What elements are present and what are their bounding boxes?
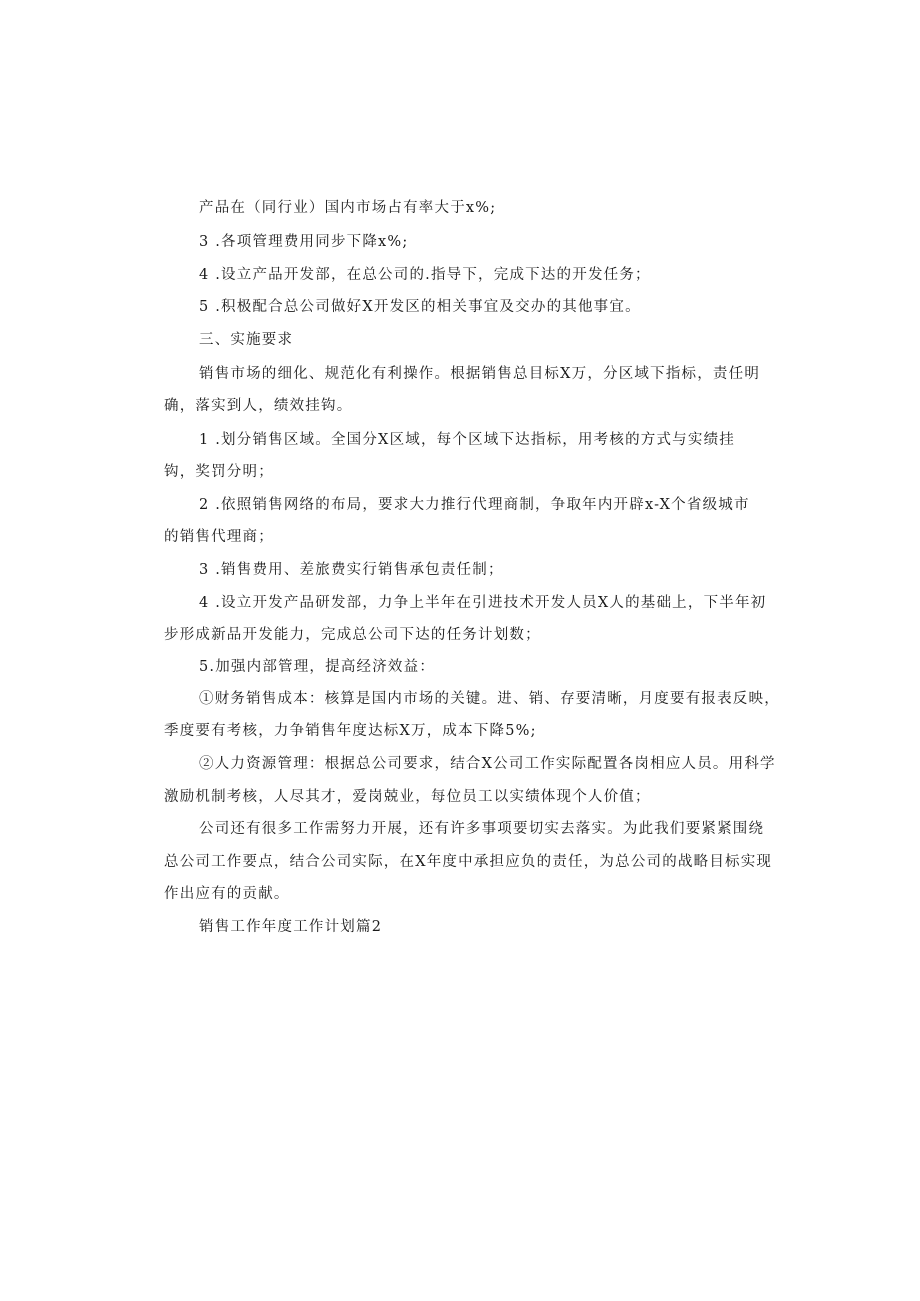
paragraph-line: 步形成新品开发能力，完成总公司下达的任务计划数；	[164, 627, 541, 643]
section-heading: 三、实施要求	[199, 332, 294, 348]
list-item-5: 5.加强内部管理，提高经济效益：	[199, 659, 436, 675]
paragraph-line: 公司还有很多工作需努力开展，还有许多事项要切实去落实。为此我们要紧紧围绕	[199, 821, 765, 837]
list-item-2: 2 .依照销售网络的布局，要求大力推行代理商制，争取年内开辟x-X个省级城市	[199, 497, 750, 513]
paragraph-line: 总公司工作要点，结合公司实际，在X年度中承担应负的责任，为总公司的战略目标实现	[164, 854, 773, 870]
list-item-4: 4 .设立开发产品研发部，力争上半年在引进技术开发人员X人的基础上，下半年初	[199, 595, 767, 611]
paragraph-line: 确，落实到人，绩效挂钩。	[164, 398, 353, 414]
list-item-5: 5 .积极配合总公司做好X开发区的相关事宜及交办的其他事宜。	[199, 299, 641, 315]
paragraph-line: 的销售代理商；	[164, 529, 274, 545]
paragraph-line: 激励机制考核，人尽其才，爱岗兢业，每位员工以实绩体现个人价值；	[164, 789, 651, 805]
sub-item-1: ①财务销售成本：核算是国内市场的关键。进、销、存要清晰，月度要有报表反映，	[199, 691, 780, 707]
list-item-3: 3 .销售费用、差旅费实行销售承包责任制；	[199, 562, 504, 578]
section-title: 销售工作年度工作计划篇2	[199, 919, 383, 935]
paragraph-line: 销售市场的细化、规范化有利操作。根据销售总目标X万，分区域下指标，责任明	[199, 366, 761, 382]
sub-item-2: ②人力资源管理：根据总公司要求，结合X公司工作实际配置各岗相应人员。用科学	[199, 756, 776, 772]
paragraph-line: 作出应有的贡献。	[164, 886, 290, 902]
paragraph-line: 季度要有考核，力争销售年度达标X万，成本下降5%;	[164, 723, 537, 739]
paragraph-line: 钩，奖罚分明；	[164, 464, 274, 480]
list-item-1: 1 .划分销售区域。全国分X区域，每个区域下达指标，用考核的方式与实绩挂	[199, 432, 735, 448]
text-line: 产品在（同行业）国内市场占有率大于x%;	[199, 200, 497, 216]
list-item-3: 3 .各项管理费用同步下降x%;	[199, 234, 409, 250]
list-item-4: 4 .设立产品开发部，在总公司的.指导下，完成下达的开发任务；	[199, 267, 651, 283]
